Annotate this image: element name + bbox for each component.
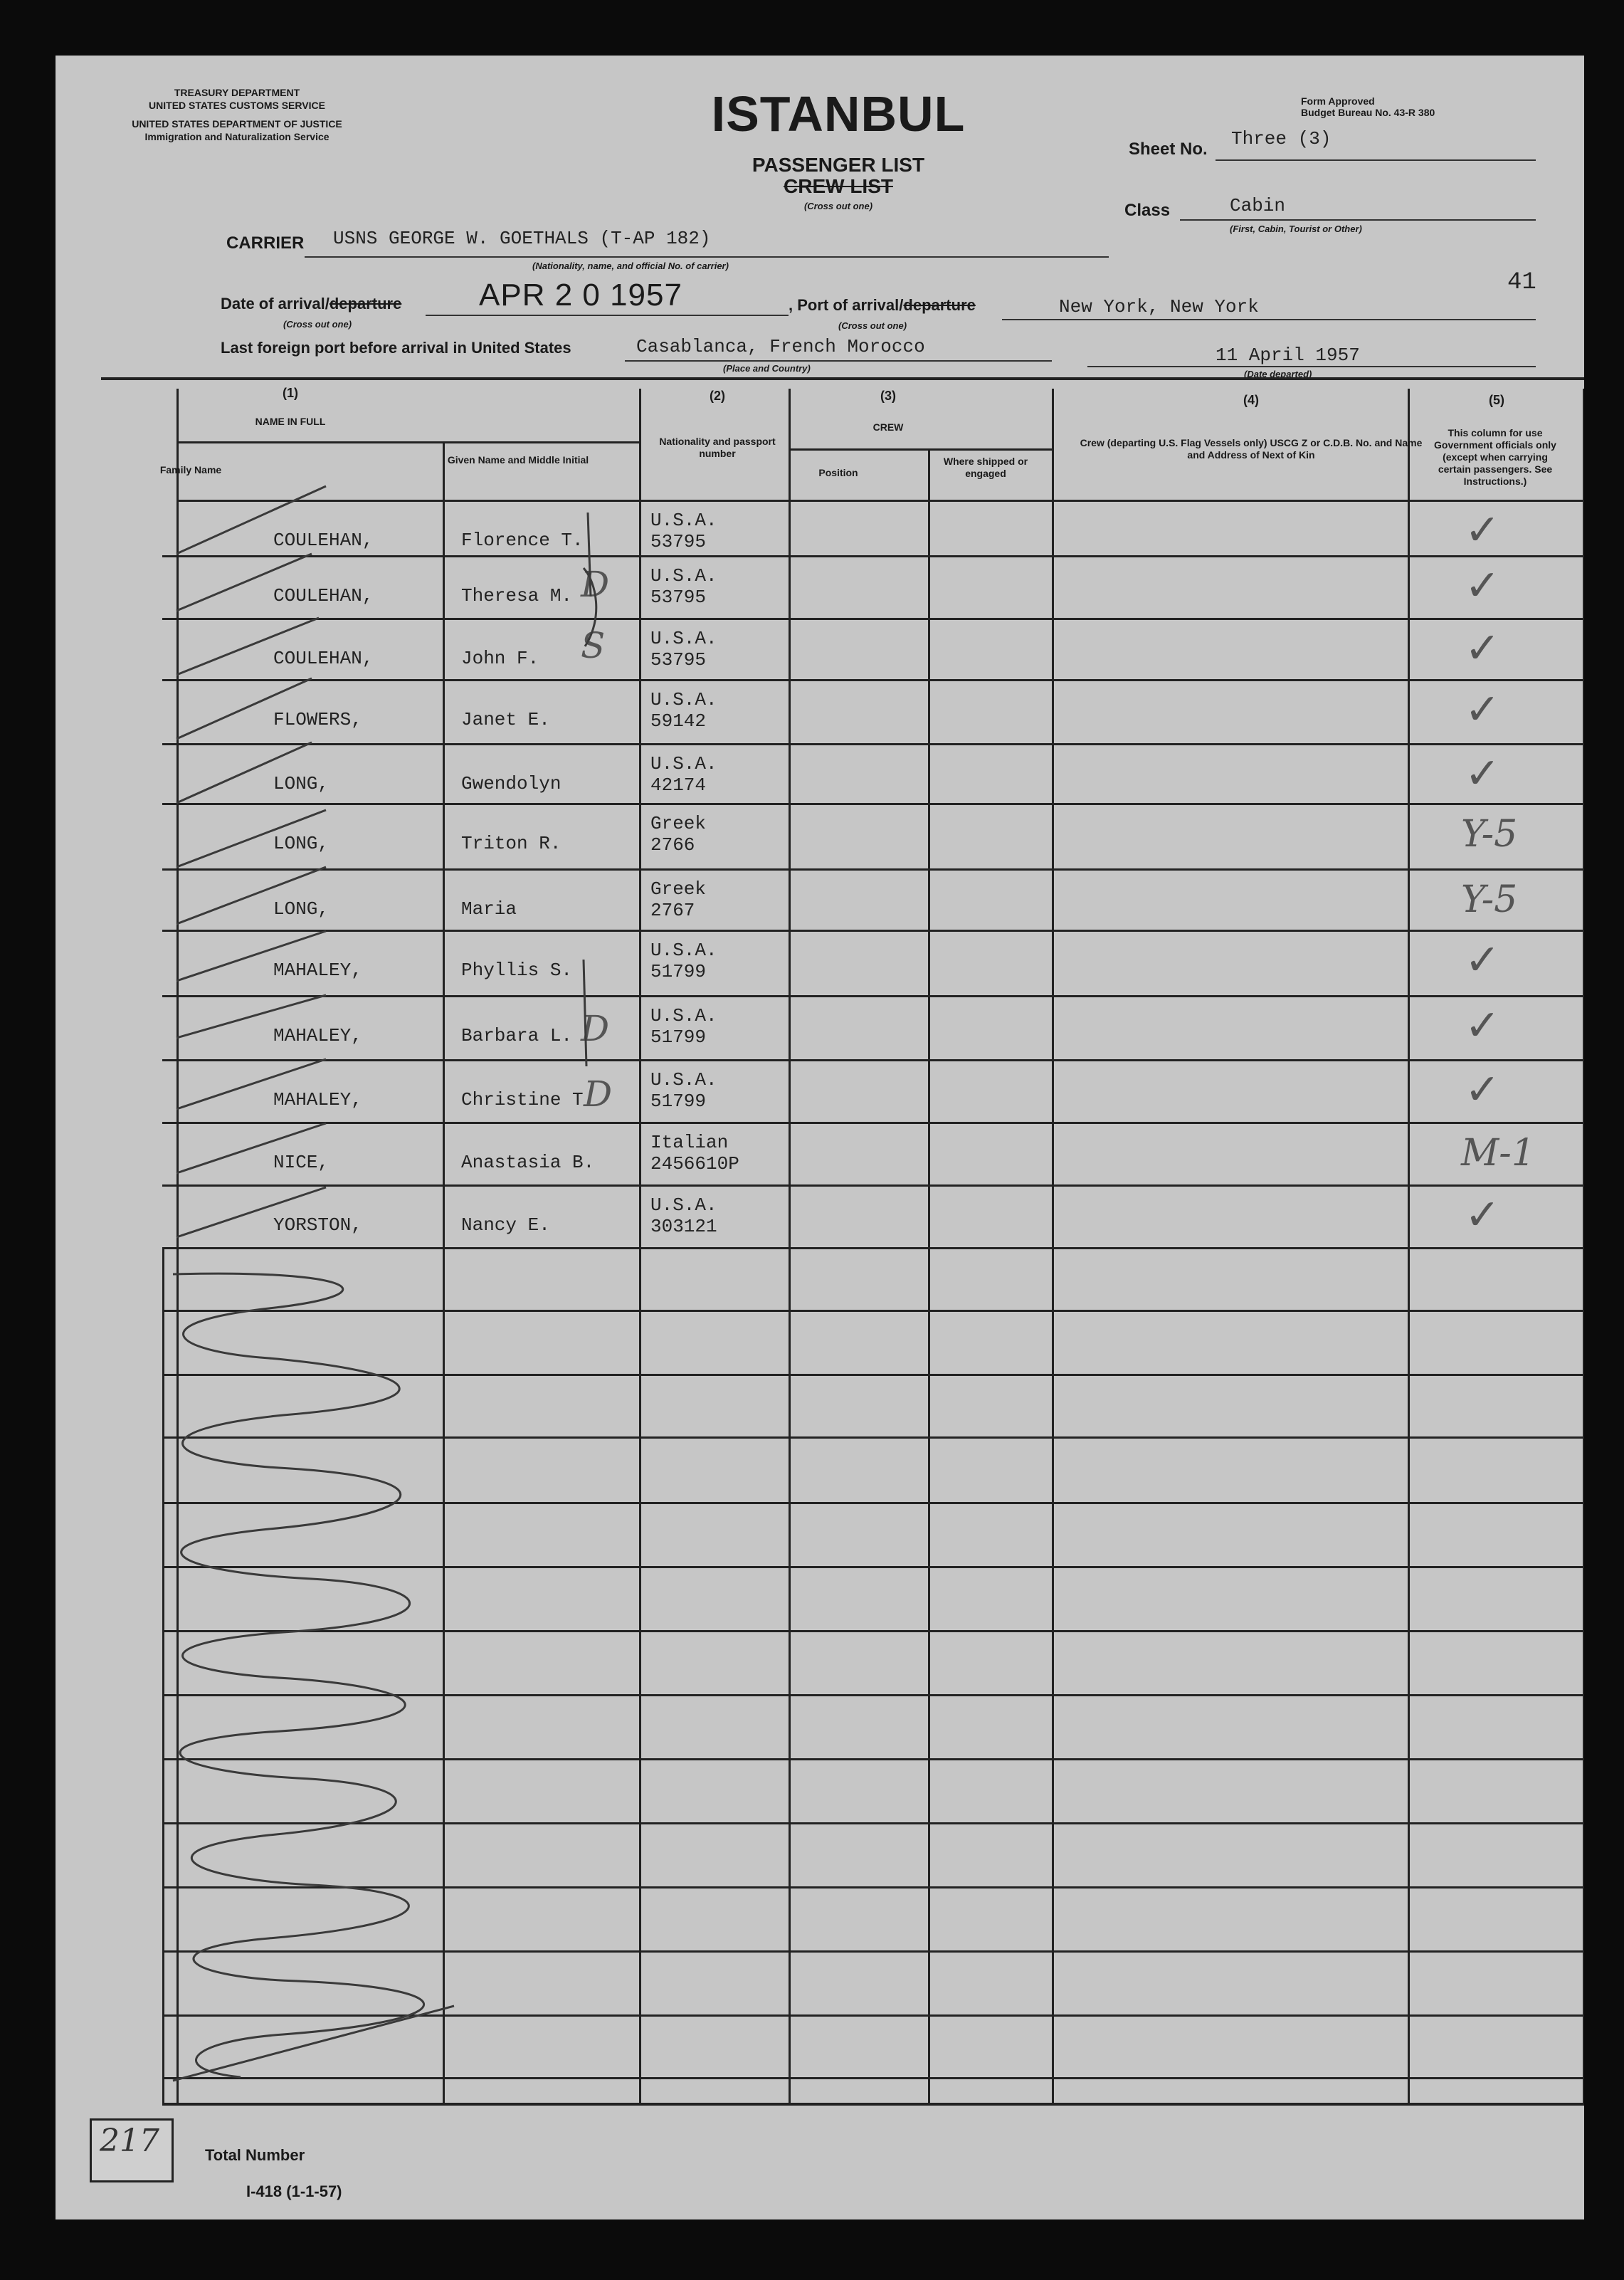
passport-number: 303121: [650, 1216, 717, 1237]
col3-number: (3): [880, 389, 896, 403]
given-name: John F.: [461, 648, 539, 669]
official-mark: ✓: [1465, 624, 1501, 673]
agency-line: UNITED STATES CUSTOMS SERVICE: [149, 100, 325, 111]
official-mark: ✓: [1465, 1001, 1501, 1051]
passport-number: 59142: [650, 710, 707, 732]
family-name: LONG,: [273, 898, 329, 920]
official-mark: M-1: [1461, 1132, 1535, 1175]
col-given-header: Given Name and Middle Initial: [447, 454, 589, 466]
total-label: Total Number: [205, 2146, 305, 2164]
agency-line: UNITED STATES DEPARTMENT OF JUSTICE: [132, 118, 342, 130]
given-name: Phyllis S.: [461, 960, 573, 981]
given-name: Nancy E.: [461, 1214, 550, 1236]
given-name: Gwendolyn: [461, 773, 561, 794]
port-label: , Port of arrival/departure: [789, 296, 976, 314]
given-name: Janet E.: [461, 709, 550, 730]
nationality: U.S.A.: [650, 1069, 717, 1091]
handwritten-note: D: [584, 1073, 613, 1115]
nationality: U.S.A.: [650, 1005, 717, 1026]
family-name: MAHALEY,: [273, 1089, 362, 1110]
official-mark: ✓: [1465, 685, 1501, 735]
col1-number: (1): [283, 386, 298, 400]
form-number: I-418 (1-1-57): [246, 2182, 342, 2200]
form-approved: Form Approved: [1301, 95, 1375, 107]
class-value: Cabin: [1230, 195, 1286, 216]
official-mark: ✓: [1465, 561, 1501, 611]
given-name: Anastasia B.: [461, 1152, 595, 1173]
nationality: Italian: [650, 1132, 729, 1153]
family-name: COULEHAN,: [273, 530, 374, 551]
date-stamp: APR 2 0 1957: [479, 278, 682, 312]
family-name: FLOWERS,: [273, 709, 362, 730]
given-name: Christine T.: [461, 1089, 595, 1110]
nationality: U.S.A.: [650, 565, 717, 587]
official-mark: ✓: [1465, 505, 1501, 555]
col-position-header: Position: [818, 467, 858, 478]
nationality: Greek: [650, 878, 707, 900]
class-caption: (First, Cabin, Tourist or Other): [1230, 224, 1362, 234]
departed-caption: (Date departed): [1244, 369, 1312, 379]
family-name: COULEHAN,: [273, 648, 374, 669]
nationality: U.S.A.: [650, 510, 717, 531]
official-mark: Y-5: [1461, 878, 1518, 921]
family-name: MAHALEY,: [273, 1025, 362, 1046]
passport-number: 42174: [650, 774, 707, 796]
list-title: PASSENGER LIST: [752, 154, 925, 176]
nationality: U.S.A.: [650, 1194, 717, 1216]
family-name: NICE,: [273, 1152, 329, 1173]
handwritten-note: D: [581, 1008, 610, 1049]
official-mark: ✓: [1465, 935, 1501, 985]
passport-number: 2766: [650, 834, 695, 856]
passport-number: 2456610P: [650, 1153, 739, 1175]
family-name: COULEHAN,: [273, 585, 374, 606]
handwritten-note: S: [581, 625, 606, 666]
family-name: LONG,: [273, 773, 329, 794]
passport-number: 51799: [650, 1026, 707, 1048]
agency-line: Immigration and Naturalization Service: [144, 131, 329, 142]
passport-number: 53795: [650, 649, 707, 671]
family-name: MAHALEY,: [273, 960, 362, 981]
sheet-value: Three (3): [1231, 128, 1332, 149]
nationality: Greek: [650, 813, 707, 834]
crew-list-struck: CREW LIST: [784, 175, 893, 197]
col5-title: This column for use Government officials only (except when carrying certain passengers. See Instructions.): [1434, 427, 1556, 487]
col4-title: Crew (departing U.S. Flag Vessels only) USCG Z or C.D.B. No. and Name and Address of Next of Kin: [1080, 437, 1423, 461]
stamp-title: ISTANBUL: [711, 86, 966, 142]
col5-number: (5): [1489, 393, 1504, 407]
class-label: Class: [1124, 201, 1171, 220]
official-mark: Y-5: [1461, 813, 1518, 856]
carrier-value: USNS GEORGE W. GOETHALS (T-AP 182): [333, 228, 711, 249]
passport-number: 2767: [650, 900, 695, 921]
col2-number: (2): [710, 389, 725, 403]
passport-number: 51799: [650, 961, 707, 982]
nationality: U.S.A.: [650, 940, 717, 961]
page-number: 41: [1507, 269, 1536, 296]
date-label: Date of arrival/departure: [221, 295, 402, 312]
port-caption: (Cross out one): [838, 320, 907, 331]
given-name: Maria: [461, 898, 517, 920]
total-value: 217: [100, 2123, 159, 2159]
lastport-value: Casablanca, French Morocco: [636, 336, 925, 357]
lastport-caption: (Place and Country): [723, 363, 811, 374]
col2-title: Nationality and passport number: [659, 436, 776, 459]
manifest-sheet: [56, 56, 1584, 2219]
nationality: U.S.A.: [650, 753, 717, 774]
family-name: LONG,: [273, 833, 329, 854]
departed-value: 11 April 1957: [1216, 345, 1360, 366]
col4-number: (4): [1243, 393, 1259, 407]
pen-marks: [56, 56, 1584, 2219]
port-value: New York, New York: [1059, 296, 1259, 317]
date-caption: (Cross out one): [283, 319, 352, 330]
sheet-label: Sheet No.: [1129, 140, 1208, 159]
official-mark: ✓: [1465, 1065, 1501, 1115]
passport-number: 53795: [650, 587, 707, 608]
carrier-label: CARRIER: [226, 233, 305, 253]
given-name: Theresa M.: [461, 585, 573, 606]
lastport-label: Last foreign port before arrival in United States: [221, 339, 571, 357]
given-name: Barbara L.: [461, 1025, 573, 1046]
col-family-header: Family Name: [159, 464, 222, 476]
list-caption: (Cross out one): [803, 201, 873, 211]
carrier-caption: (Nationality, name, and official No. of carrier): [532, 261, 729, 271]
nationality: U.S.A.: [650, 689, 717, 710]
official-mark: ✓: [1465, 749, 1501, 799]
given-name: Florence T.: [461, 530, 584, 551]
budget-bureau: Budget Bureau No. 43-R 380: [1301, 107, 1435, 118]
passport-number: 51799: [650, 1091, 707, 1112]
handwritten-note: D: [581, 564, 610, 605]
col-shipped-header: Where shipped or engaged: [943, 456, 1028, 479]
nationality: U.S.A.: [650, 628, 717, 649]
col3-title: CREW: [872, 421, 904, 433]
official-mark: ✓: [1465, 1190, 1501, 1240]
agency-line: TREASURY DEPARTMENT: [174, 87, 300, 98]
given-name: Triton R.: [461, 833, 561, 854]
col1-title: NAME IN FULL: [255, 416, 326, 427]
passport-number: 53795: [650, 531, 707, 552]
family-name: YORSTON,: [273, 1214, 362, 1236]
